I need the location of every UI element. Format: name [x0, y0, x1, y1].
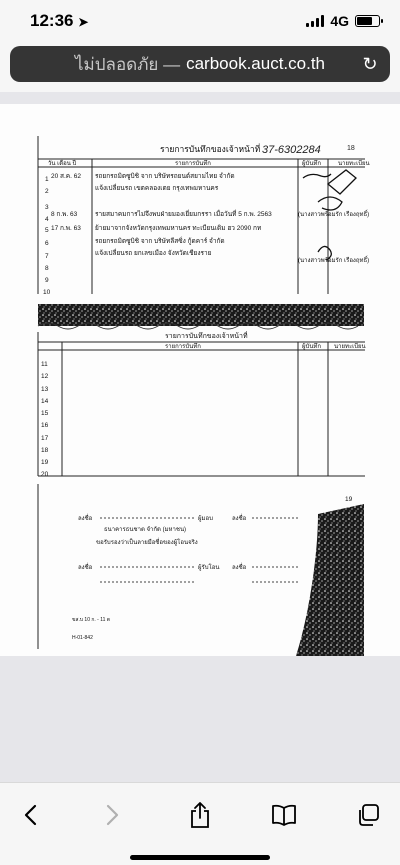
row-number: 10: [43, 289, 51, 296]
web-content[interactable]: [0, 92, 400, 782]
row-entry: ย้ายมาจากจังหวัดกรุงเทพมหานคร ทะเบียนเดิม ฮว 2090 กท: [95, 225, 262, 232]
sign-label-2: ลงชื่อ: [232, 516, 247, 522]
row-number: 3: [45, 204, 49, 211]
row-number: 14: [41, 398, 49, 405]
row-date: 20 ส.ค. 62: [51, 173, 81, 180]
row-date: 8 ก.พ. 63: [51, 211, 78, 218]
page1-header-recorder: ผู้บันทึก: [302, 161, 322, 167]
network-label: 4G: [330, 13, 349, 29]
sign-label-3: ลงชื่อ: [78, 565, 93, 571]
page1-header-date: วัน เดือน ปี: [48, 161, 77, 167]
row-number: 17: [41, 435, 49, 442]
row-entry: รถยกรถมิตซูบิชิ จาก บริษัทรถยนต์สยามไทย จำกัด: [95, 173, 235, 180]
page2-row-numbers: [41, 361, 49, 478]
address-bar[interactable]: [10, 46, 390, 82]
row-number: 7: [45, 253, 49, 260]
row-entry: แจ้งเปลี่ยนรถ เขตคลองเตย กรุงเทพมหานคร: [95, 185, 219, 192]
document-scan: [0, 104, 400, 656]
browser-toolbar: [0, 782, 400, 865]
row-number: 12: [41, 373, 49, 380]
share-icon[interactable]: [184, 799, 216, 831]
location-arrow-icon: ➤: [78, 15, 89, 29]
page3-number: 19: [345, 496, 353, 503]
row-number: 8: [45, 265, 49, 272]
row-number: 20: [41, 471, 49, 478]
home-indicator: [130, 855, 270, 860]
battery-icon: [355, 15, 380, 27]
address-bar-area: [0, 40, 400, 92]
row-number: 13: [41, 386, 49, 393]
sign-label-4: ลงชื่อ: [232, 565, 247, 571]
page1-rows: [43, 172, 272, 296]
handwritten-ref: 37-6302284: [262, 144, 321, 156]
row-entry: รายสมาคมการไม่จึงพบฝ่ายมองเยี่ยมกรรา เมื่อวันที่ 5 ก.พ. 2563: [95, 211, 272, 218]
reload-icon[interactable]: ↻: [362, 54, 378, 74]
page2-header-registrar: นายทะเบียน: [334, 344, 366, 350]
receiver-label: ผู้รับโอน: [198, 565, 220, 571]
scanned-document: [0, 104, 400, 656]
row-number: 16: [41, 422, 49, 429]
row-number: 4: [45, 216, 49, 223]
row-number: 19: [41, 459, 49, 466]
status-bar: [0, 0, 400, 40]
row-number: 5: [45, 227, 49, 234]
page2-header-entry: รายการบันทึก: [165, 344, 201, 350]
tabs-icon[interactable]: [352, 799, 384, 831]
status-indicators: [306, 13, 380, 29]
back-chevron-icon[interactable]: [14, 799, 46, 831]
page1-header-registrar: นายทะเบียน: [338, 161, 370, 167]
row-date: 17 ก.พ. 63: [51, 225, 81, 232]
signature-name-2: (นางสาวพร้อมรัก เรืองฤทธิ์): [298, 258, 370, 264]
row-number: 9: [45, 277, 49, 284]
record-page-2: [38, 332, 365, 476]
row-number: 1: [45, 176, 49, 183]
row-number: 2: [45, 188, 49, 195]
row-entry: รถยกรถมิตซูบิชิ จาก บริษัทลีสซิ่ง กู้ดคาร์ จำกัด: [95, 238, 225, 245]
doc-code: H-01-842: [72, 635, 93, 641]
page1-title: รายการบันทึกของเจ้าหน้าที่: [160, 144, 261, 154]
page1-header-entry: รายการบันทึก: [175, 161, 211, 167]
company-line: ธนาคารธนชาต จำกัด (มหาชน): [104, 527, 187, 533]
clock: 12:36 ➤: [30, 11, 89, 30]
owner-label: ผู้มอบ: [198, 516, 213, 522]
sign-label-1: ลงชื่อ: [78, 516, 93, 522]
row-number: 15: [41, 410, 49, 417]
book-icon[interactable]: [268, 799, 300, 831]
page2-header-recorder: ผู้บันทึก: [302, 344, 322, 350]
row-entry: แจ้งเปลี่ยนรถ ยกเลขเมือง จังหวัดเชียงราย: [95, 250, 212, 257]
row-number: 6: [45, 240, 49, 247]
confirm-text: ขอรับรองว่าเป็นลายมือชื่อของผู้โอนจริง: [96, 540, 198, 546]
row-number: 18: [41, 447, 49, 454]
signature-name-1: (นางสาวพร้อมรัก เรืองฤทธิ์): [298, 212, 370, 218]
url-domain: carbook.auct.co.th: [186, 54, 326, 73]
page2-title: รายการบันทึกของเจ้าหน้าที่: [165, 333, 248, 340]
security-label: ไม่ปลอดภัย —: [74, 54, 181, 74]
row-number: 11: [41, 361, 48, 368]
page1-number: 18: [347, 145, 355, 152]
scan-shadow: [296, 504, 364, 656]
form-code: ขส.บ 10 ก. - 11 ต: [72, 617, 111, 623]
forward-chevron-icon[interactable]: [97, 799, 129, 831]
signal-icon: [306, 15, 324, 27]
